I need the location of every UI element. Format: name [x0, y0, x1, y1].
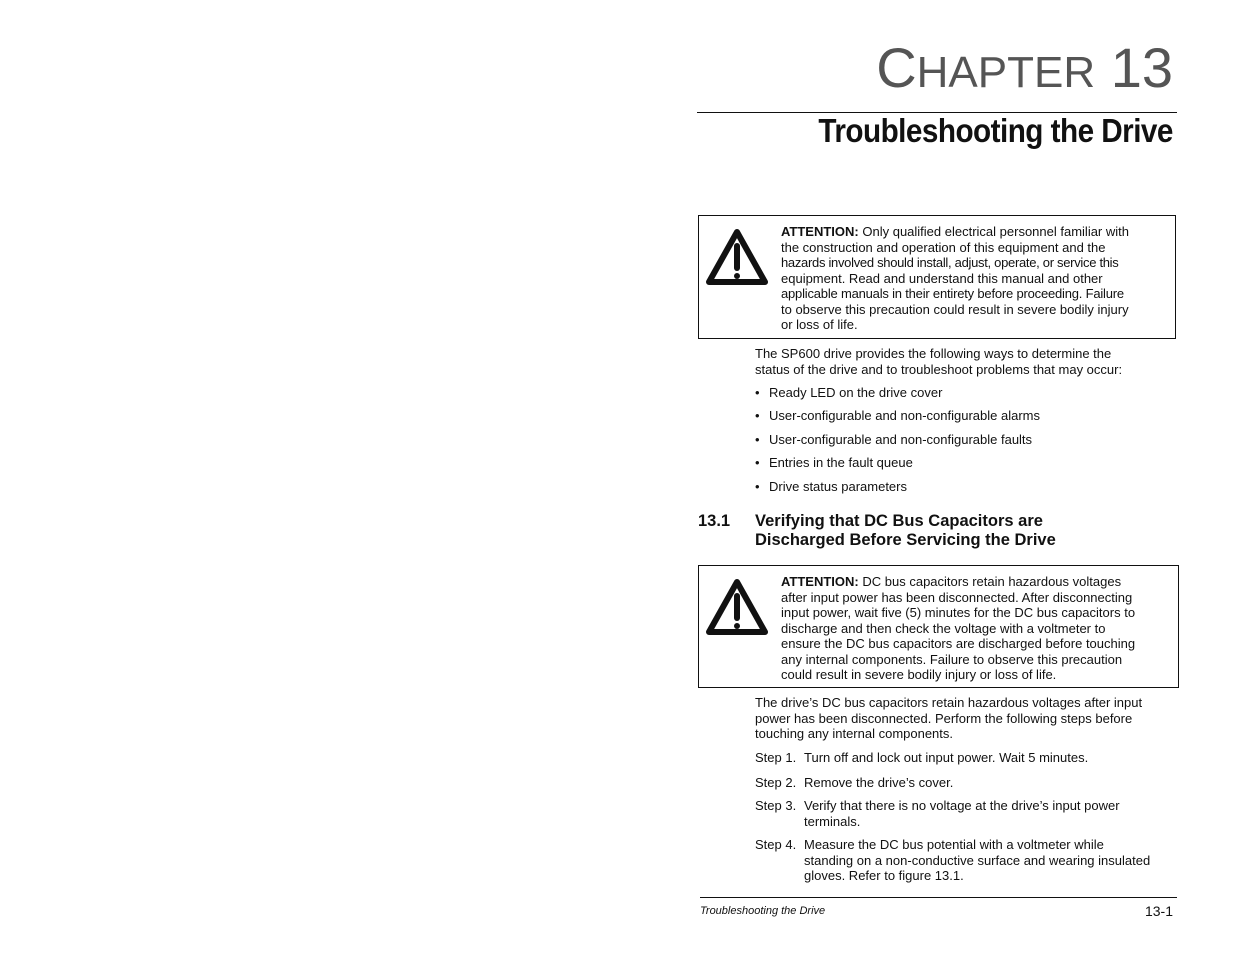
footer-title: Troubleshooting the Drive	[700, 905, 826, 917]
list-item: • User-configurable and non-configurable alarms	[755, 408, 1040, 423]
bullet-icon: •	[755, 479, 760, 494]
step-item: Step 1. Turn off and lock out input power. Wait 5 minutes.	[755, 750, 1089, 765]
list-item: • Entries in the fault queue	[755, 455, 913, 470]
chapter-label-initial: C	[876, 36, 917, 99]
chapter-title: Troubleshooting the Drive	[818, 112, 1173, 149]
chapter-label	[876, 36, 1173, 99]
step-item: Step 2. Remove the drive’s cover.	[755, 775, 954, 790]
attention-box-dc-bus	[698, 565, 1179, 688]
attention-lead: ATTENTION:	[781, 224, 859, 239]
capacitor-paragraph: The drive’s DC bus capacitors retain hazardous voltages after input power has been disconnected. Perform the following steps before touching any internal components.	[755, 695, 1143, 741]
step-item: Step 4. Measure the DC bus potential with a voltmeter while standing on a non-conductive surface and wearing insulated gloves. Refer to figure 13.1.	[755, 837, 1151, 883]
chapter-label-rest: HAPTER	[916, 48, 1096, 97]
section-number: 13.1	[698, 512, 731, 530]
warning-triangle-icon	[705, 226, 769, 286]
list-item: • User-configurable and non-configurable faults	[755, 432, 1033, 447]
attention-text-1: ATTENTION: Only qualified electrical personnel familiar with the construction and operation of this equipment and the hazards involved should install, adjust, operate, or service this equipment. Read and understand this manual and other applicable manuals in their entirety before proceeding. Failure to observe this precaution could result in severe bodily injury or loss of life.	[781, 224, 1129, 332]
bullet-icon: •	[755, 432, 760, 447]
step-label: Step 4.	[755, 837, 797, 852]
attention-box-qualified-personnel	[698, 215, 1176, 339]
bullet-icon: •	[755, 455, 760, 470]
footer-rule	[700, 897, 1177, 898]
warning-triangle-icon	[705, 576, 769, 636]
intro-paragraph: The SP600 drive provides the following ways to determine the status of the drive and to troubleshoot problems that may occur:	[755, 346, 1123, 377]
step-item: Step 3. Verify that there is no voltage at the drive’s input power terminals.	[755, 798, 1120, 829]
section-title: Verifying that DC Bus Capacitors are Discharged Before Servicing the Drive	[755, 512, 1056, 549]
step-label: Step 2.	[755, 775, 797, 790]
attention-text-2: ATTENTION: DC bus capacitors retain hazardous voltages after input power has been disconnected. After disconnecting input power, wait five (5) minutes for the DC bus capacitors to discharge and then check the voltage with a voltmeter to ensure the DC bus capacitors are discharged before touching any internal components. Failure to observe this precaution could result in severe bodily injury or loss of life.	[781, 574, 1136, 682]
bullet-icon: •	[755, 385, 760, 400]
page-number: 13-1	[1144, 903, 1173, 919]
chapter-number: 13	[1110, 36, 1173, 99]
attention-lead: ATTENTION:	[781, 574, 859, 589]
step-label: Step 1.	[755, 750, 797, 765]
bullet-icon: •	[755, 408, 760, 423]
list-item: • Ready LED on the drive cover	[755, 385, 943, 400]
step-label: Step 3.	[755, 798, 797, 813]
list-item: • Drive status parameters	[755, 479, 907, 494]
